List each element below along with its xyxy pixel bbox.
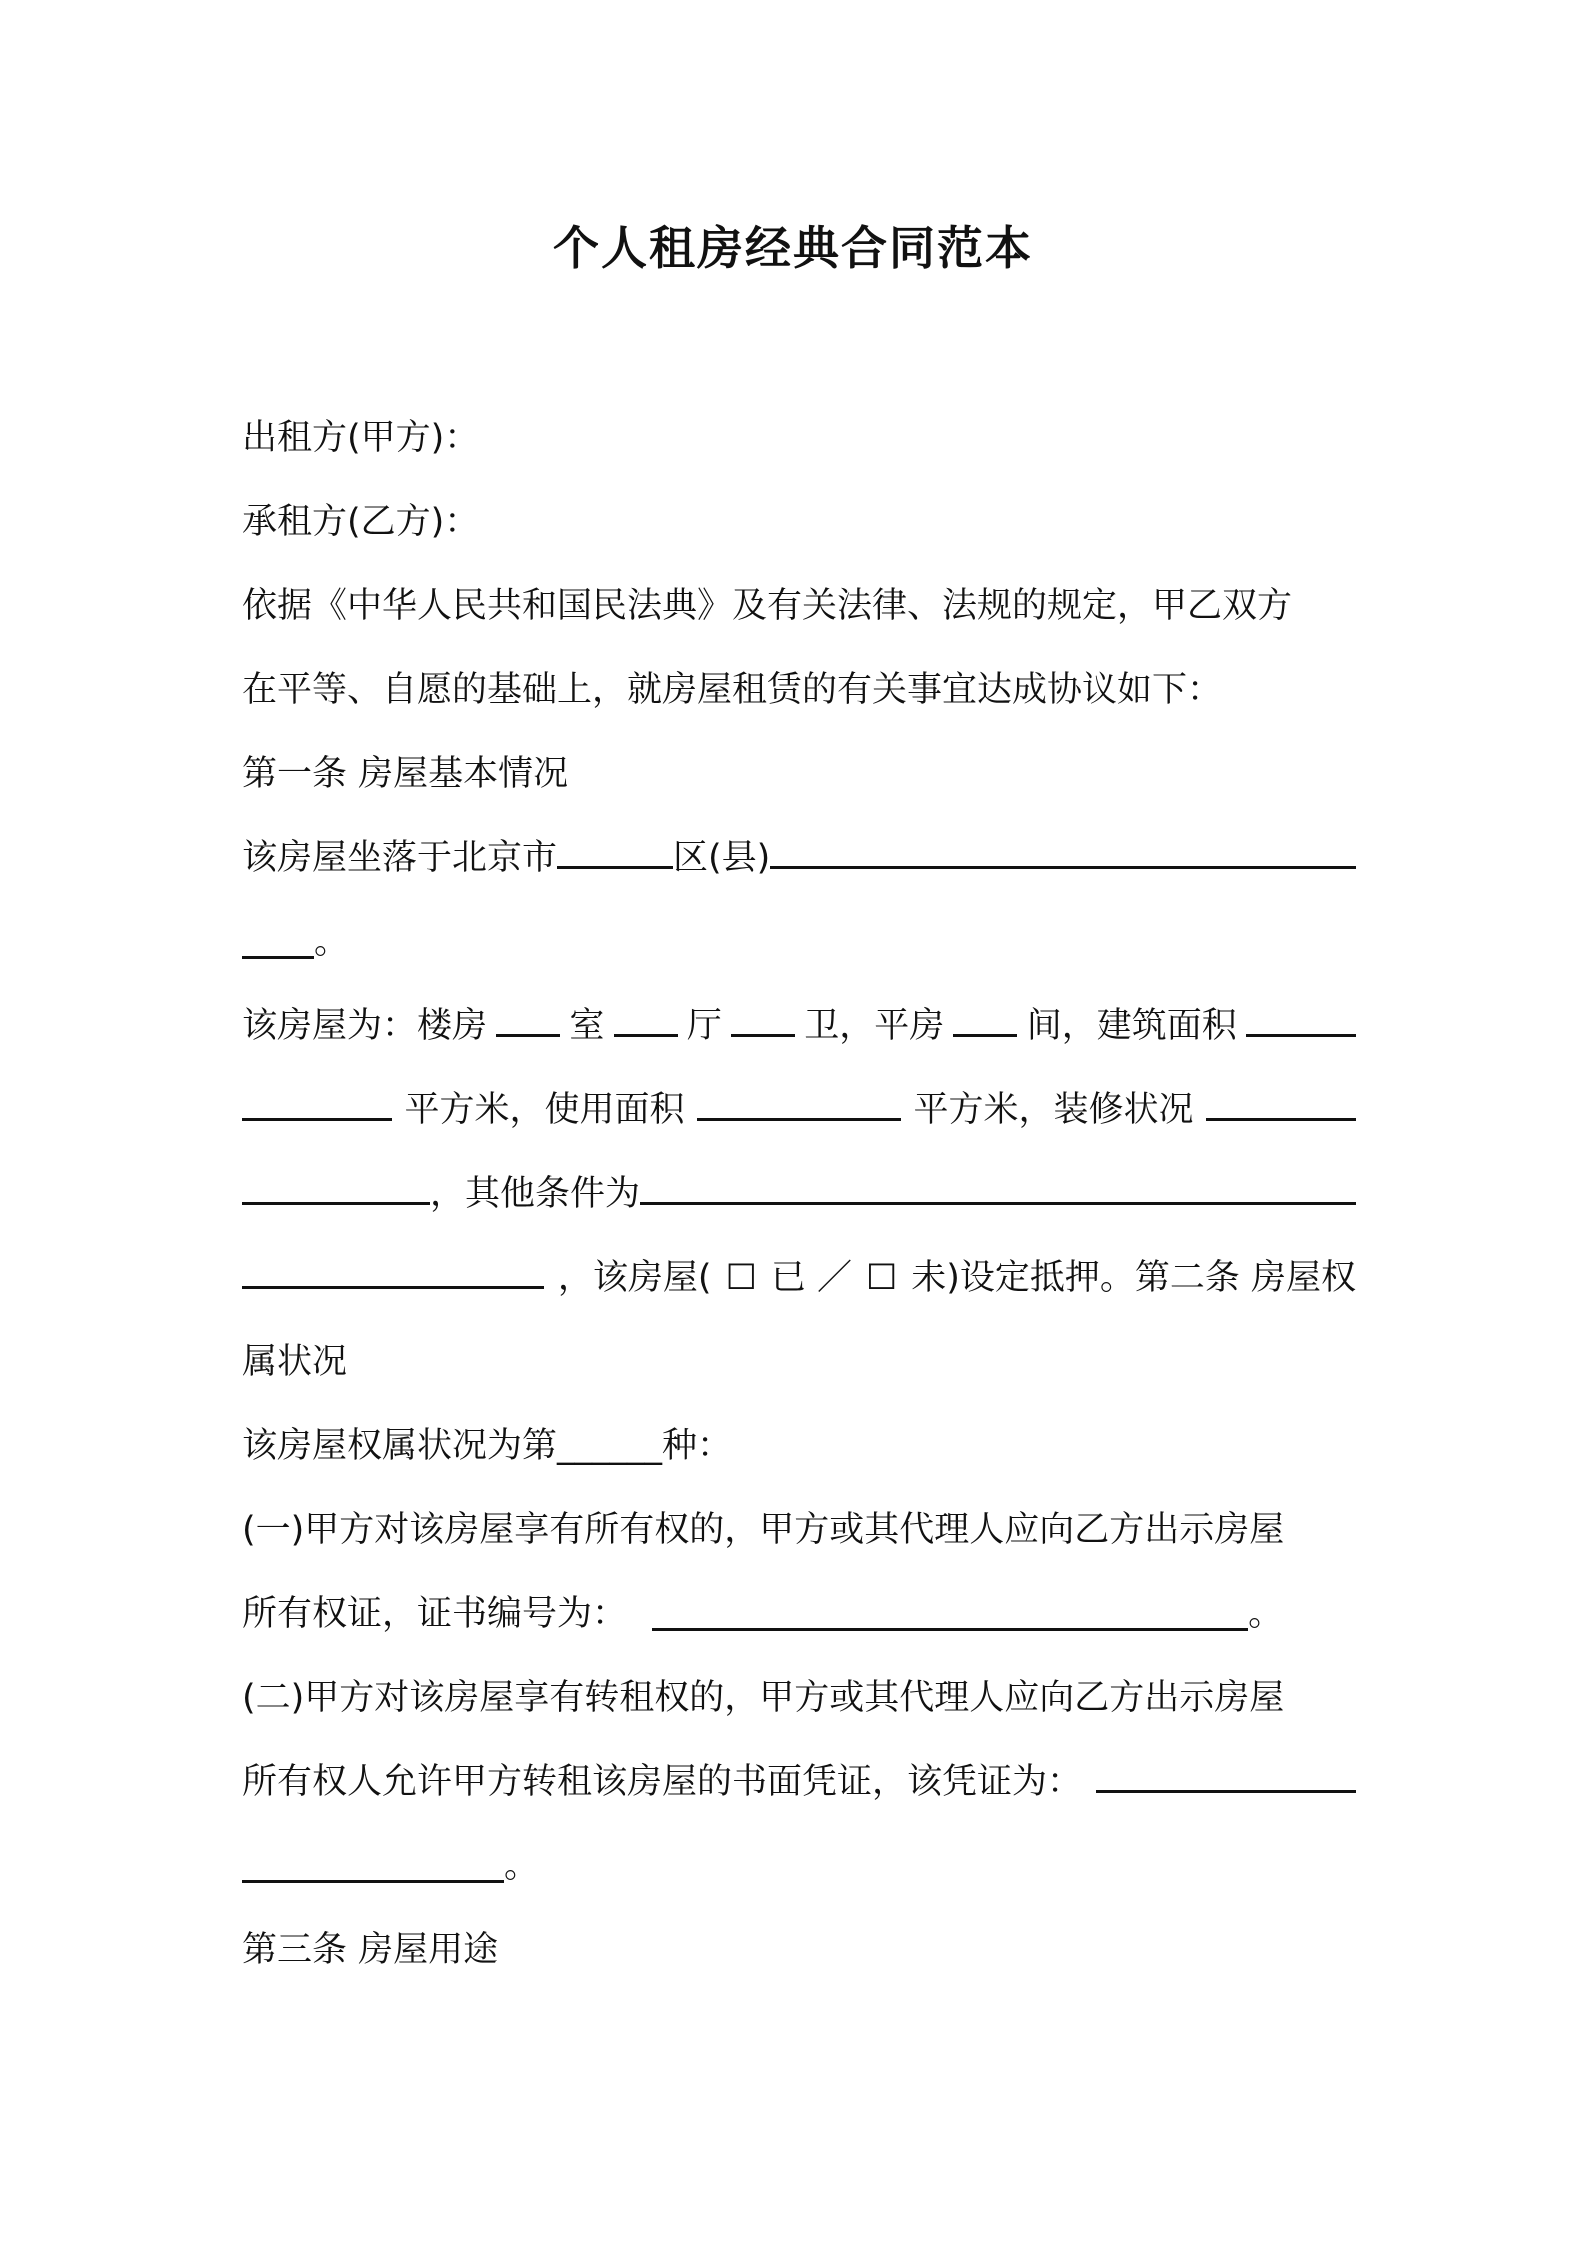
- mortgage-label: ，该房屋(: [557, 1258, 712, 1298]
- ownership-b-text-1: (二)甲方对该房屋享有转租权的，甲方或其代理人应向乙方出示房屋: [242, 1678, 1285, 1718]
- article3-heading-text: 第三条 房屋用途: [242, 1930, 499, 1970]
- checkbox-no-icon[interactable]: ☐: [865, 1258, 898, 1298]
- building-label: 该房屋为：楼房: [242, 1006, 488, 1046]
- bungalow-count-blank[interactable]: [953, 998, 1017, 1037]
- house-line-1: [242, 996, 1356, 1080]
- certificate-label: 所有权证，证书编号为：: [242, 1594, 628, 1634]
- house-line-3: [242, 1164, 1356, 1248]
- hall-label: 厅: [686, 1006, 722, 1046]
- ownership-line-1: [242, 1416, 1356, 1500]
- lessee-line: [242, 492, 1356, 576]
- gross-area-blank[interactable]: [1246, 998, 1356, 1037]
- usable-area-label: 平方米，使用面积: [404, 1090, 685, 1130]
- ownership-b-line-3: [242, 1836, 1356, 1920]
- option-no-label: 未)设定抵押。第二条 房屋权: [911, 1258, 1356, 1298]
- gross-area-blank-cont[interactable]: [242, 1082, 392, 1121]
- location-line-2: [242, 912, 1356, 996]
- district-blank[interactable]: [557, 830, 673, 869]
- intro-line-2: [242, 660, 1356, 744]
- certificate-end: 。: [1248, 1594, 1284, 1634]
- ownership-a-text-1: (一)甲方对该房屋享有所有权的，甲方或其代理人应向乙方出示房屋: [242, 1510, 1285, 1550]
- house-line-4: [242, 1248, 1356, 1332]
- document-body: [242, 408, 1356, 2004]
- ownership-a-line-2: [242, 1584, 1356, 1668]
- other-conditions-label: ，其他条件为: [430, 1174, 641, 1214]
- ownership-b-line-1: [242, 1668, 1356, 1752]
- lessor-line: [242, 408, 1356, 492]
- article1-heading: [242, 744, 1356, 828]
- decoration-blank-cont[interactable]: [242, 1166, 430, 1205]
- intro-text-2: 在平等、自愿的基础上，就房屋租赁的有关事宜达成协议如下：: [242, 670, 1223, 710]
- other-conditions-blank-cont[interactable]: [242, 1250, 544, 1289]
- bath-label: 卫，平房: [804, 1006, 945, 1046]
- option-yes-label: 已 ／: [770, 1258, 852, 1298]
- checkbox-yes-icon[interactable]: ☐: [725, 1258, 757, 1298]
- intro-text-1: 依据《中华人民共和国民法典》及有关法律、法规的规定，甲乙双方: [242, 586, 1293, 626]
- gross-area-label: 间，建筑面积: [1026, 1006, 1237, 1046]
- ownership-heading-cont: 属状况: [242, 1342, 348, 1382]
- lessee-label: 承租方(乙方)：: [242, 502, 480, 542]
- location-text: 该房屋坐落于北京市: [242, 838, 558, 878]
- district-label: 区(县): [673, 838, 771, 878]
- document-title: 个人租房经典合同范本: [553, 221, 1033, 275]
- room-label: 室: [569, 1006, 605, 1046]
- intro-line-1: [242, 576, 1356, 660]
- address-blank[interactable]: [770, 830, 1356, 869]
- lessor-label: 出租方(甲方)：: [242, 418, 480, 458]
- ownership-b-line-2: [242, 1752, 1356, 1836]
- bath-count-blank[interactable]: [731, 998, 795, 1037]
- hall-count-blank[interactable]: [614, 998, 678, 1037]
- other-conditions-blank[interactable]: [640, 1166, 1356, 1205]
- certificate-number-blank[interactable]: [652, 1592, 1248, 1631]
- house-line-5: [242, 1332, 1356, 1416]
- house-line-2: [242, 1080, 1356, 1164]
- sublease-proof-end: 。: [504, 1846, 540, 1886]
- ownership-a-line-1: [242, 1500, 1356, 1584]
- location-end: 。: [314, 922, 350, 962]
- address-blank-cont[interactable]: [242, 920, 314, 959]
- sublease-proof-blank[interactable]: [1096, 1754, 1356, 1793]
- sublease-proof-blank-cont[interactable]: [242, 1844, 504, 1883]
- sublease-proof-label: 所有权人允许甲方转租该房屋的书面凭证，该凭证为：: [242, 1762, 1083, 1802]
- ownership-type-text: 该房屋权属状况为第______种：: [242, 1426, 733, 1466]
- decoration-label: 平方米，装修状况: [913, 1090, 1194, 1130]
- room-count-blank[interactable]: [496, 998, 560, 1037]
- article3-heading: [242, 1920, 1356, 2004]
- location-line-1: [242, 828, 1356, 912]
- article1-heading-text: 第一条 房屋基本情况: [242, 754, 569, 794]
- usable-area-blank[interactable]: [697, 1082, 901, 1121]
- decoration-blank[interactable]: [1206, 1082, 1356, 1121]
